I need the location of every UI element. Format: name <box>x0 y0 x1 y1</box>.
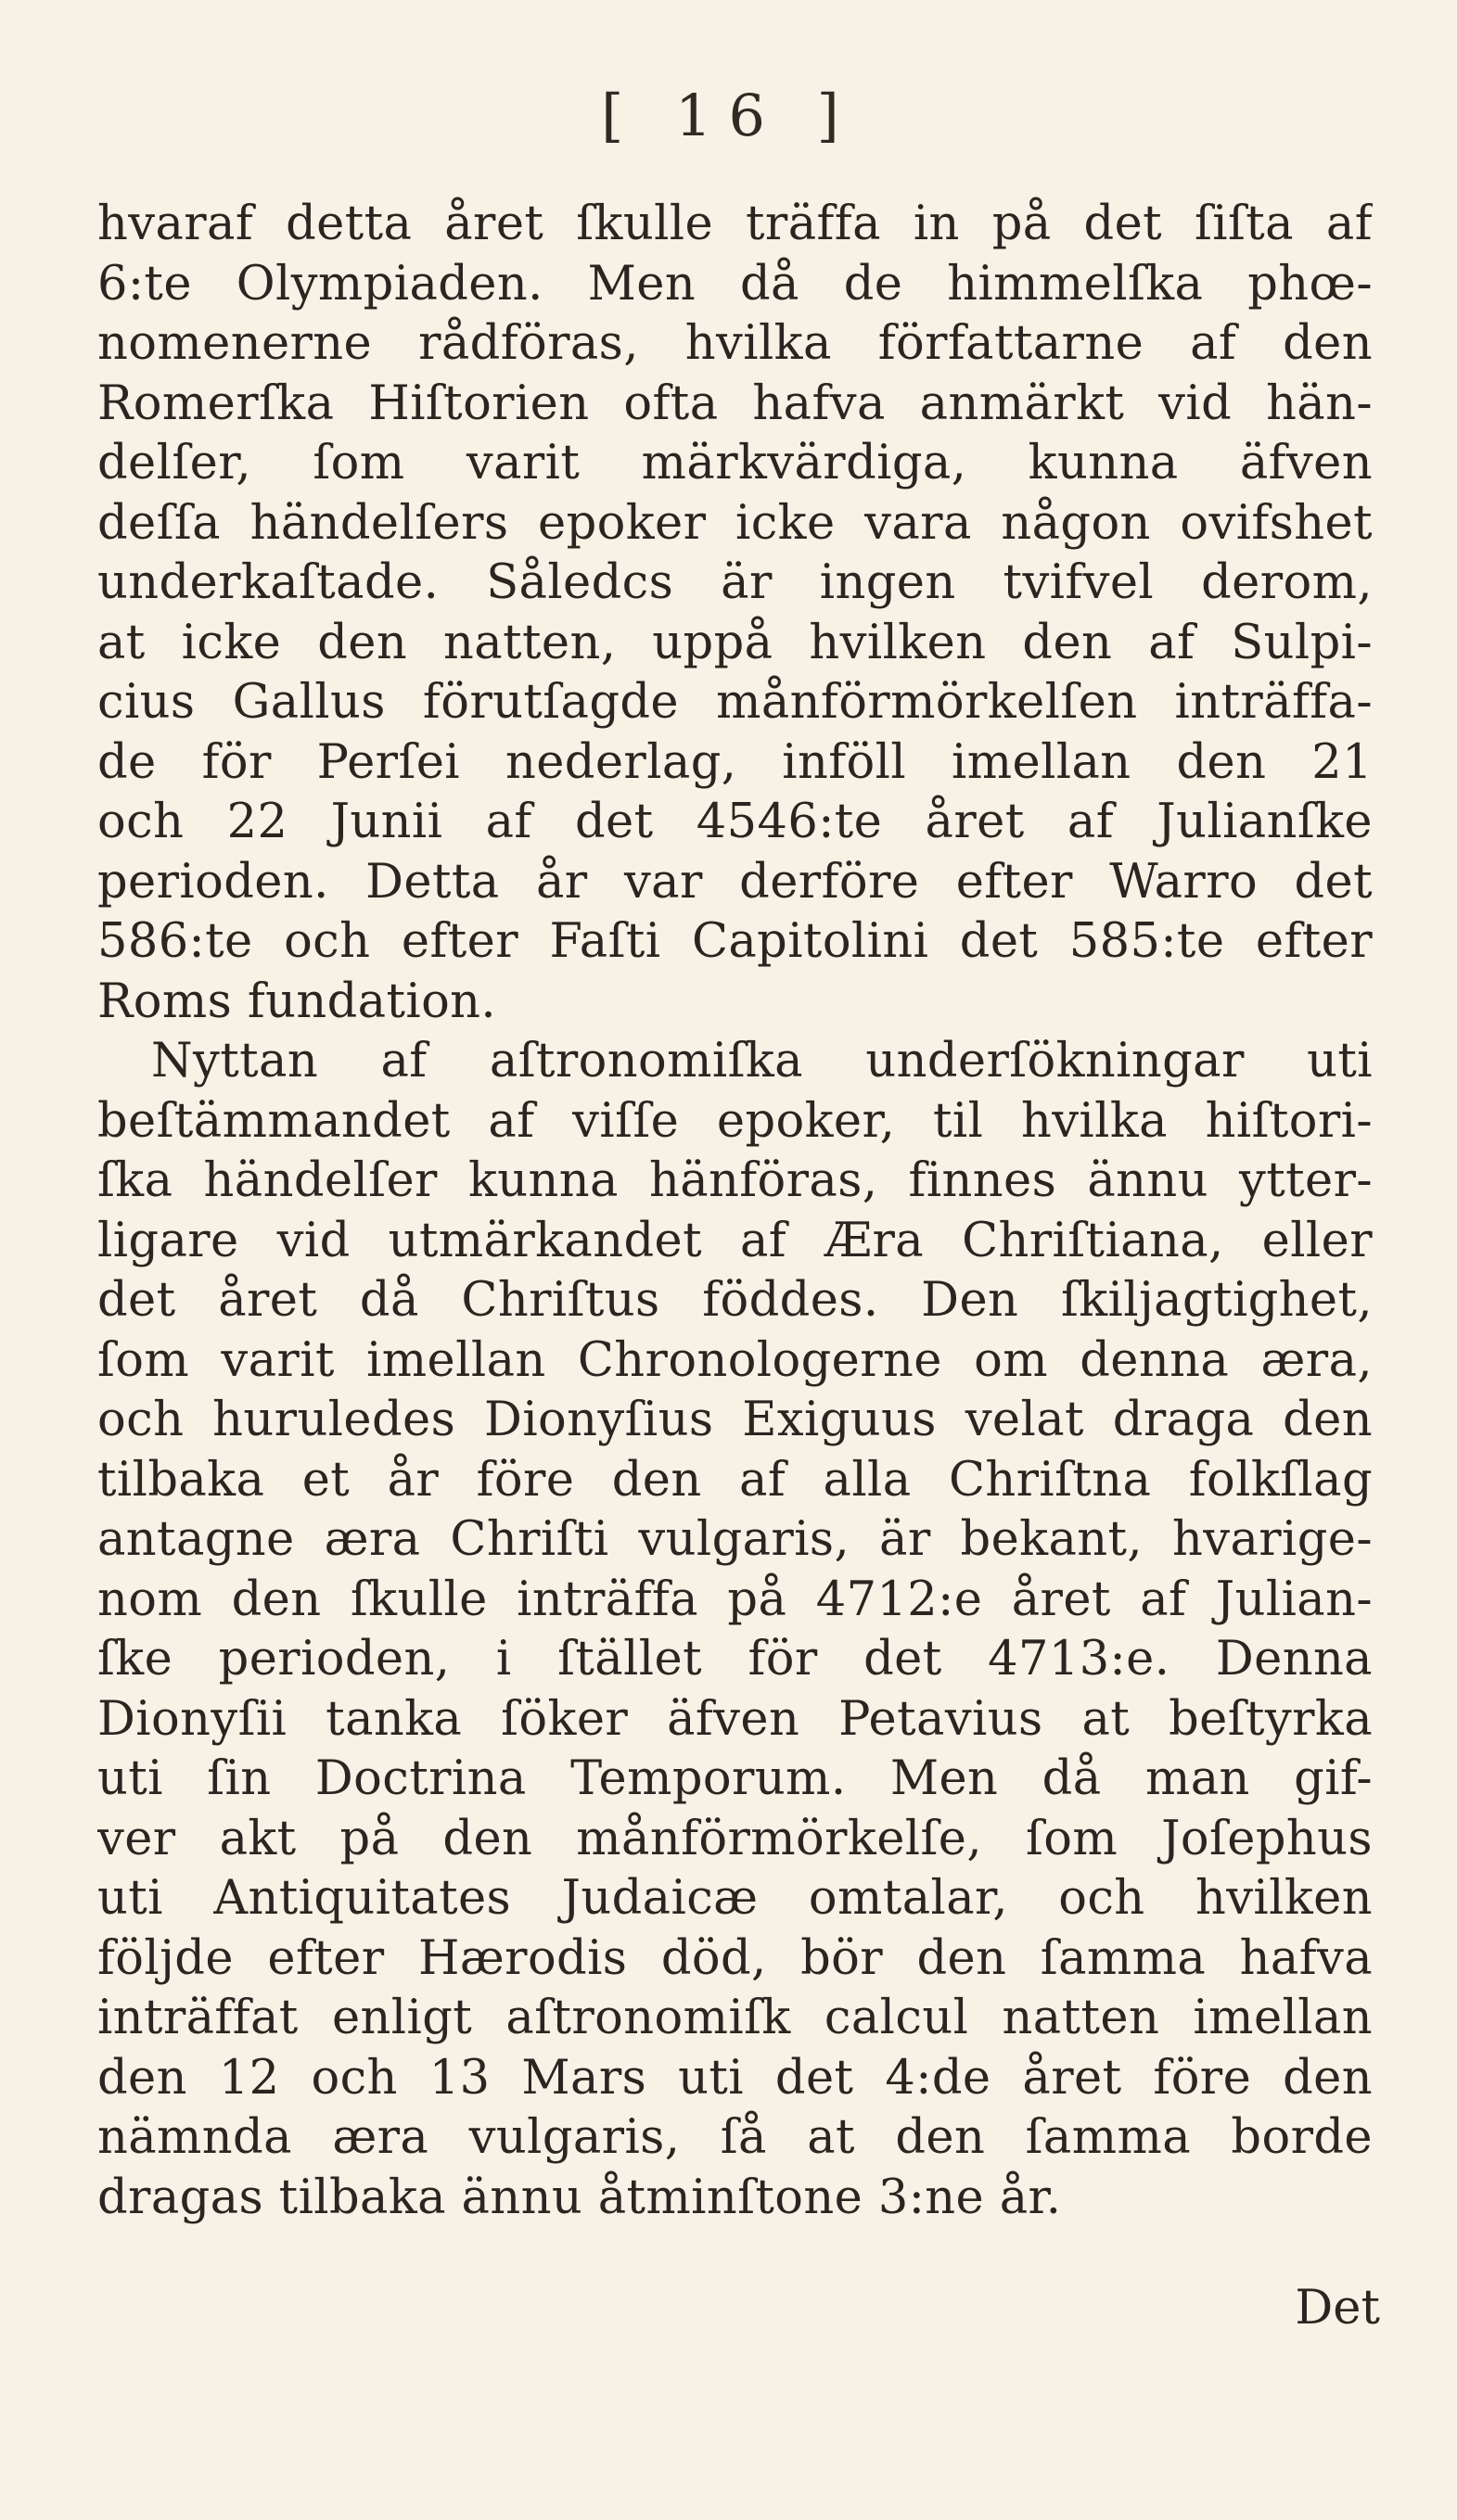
text-line: det året då Chriſtus föddes. Den ſkiljagtighet, <box>97 1273 1373 1328</box>
text-line: Dionyſii tanka ſöker äfven Petavius at beſtyrka <box>97 1691 1373 1747</box>
text-line: beſtämmandet af viſſe epoker, til hvilka hiſtori- <box>97 1093 1373 1149</box>
text-line: at icke den natten, uppå hvilken den af Sulpi- <box>97 615 1373 670</box>
text-line: nämnda æra vulgaris, ſå at den ſamma borde <box>97 2110 1373 2165</box>
text-line: de för Perſei nederlag, inföll imellan den 21 <box>97 734 1373 790</box>
text-line: ligare vid utmärkandet af Æra Chriſtiana, eller <box>97 1213 1373 1268</box>
text-line: 6:te Olympiaden. Men då de himmelſka phœ- <box>97 256 1373 312</box>
text-line: nom den ſkulle inträffa på 4712:e året af Julian- <box>97 1572 1373 1627</box>
text-line: cius Gallus förutſagde månförmörkelſen inträffa- <box>97 675 1373 730</box>
text-line: uti ſin Doctrina Temporum. Men då man gif- <box>97 1751 1373 1806</box>
text-line: nomenerne rådföras, hvilka författarne af den <box>97 316 1373 371</box>
text-line: Romerſka Hiſtorien ofta hafva anmärkt vid hän- <box>97 375 1373 431</box>
text-line: uti Antiquitates Judaicæ omtalar, och hvilken <box>97 1871 1373 1926</box>
text-line: den 12 och 13 Mars uti det 4:de året före den <box>97 2050 1373 2106</box>
text-line: 586:te och efter Faſti Capitolini det 585:te efter <box>97 914 1373 969</box>
text-line: delſer, ſom varit märkvärdiga, kunna äfven <box>97 436 1373 490</box>
text-line: ver akt på den månförmörkelſe, ſom Joſephus <box>97 1811 1373 1866</box>
text-line: ſka händelſer kunna hänföras, finnes ännu ytter- <box>97 1153 1373 1208</box>
text-line: följde efter Hærodis död, bör den ſamma hafva <box>97 1930 1373 1986</box>
text-line: hvaraf detta året ſkulle träffa in på det ſiſta af <box>97 197 1373 251</box>
paragraph-start-line: Nyttan af aſtronomiſka underſökningar uti <box>151 1034 1373 1088</box>
text-line: ſke perioden, i ſtället för det 4713:e. Denna <box>97 1632 1373 1686</box>
text-line: underkaſtade. Såledcs är ingen tvifvel derom, <box>97 555 1373 610</box>
text-line: antagne æra Chriſti vulgaris, är bekant, hvarige- <box>97 1512 1373 1567</box>
text-line: och huruledes Dionyſius Exiguus velat draga den <box>97 1393 1373 1447</box>
text-line: deſſa händelſers epoker icke vara någon ovifshet <box>97 495 1373 551</box>
text-line: tilbaka et år före den af alla Chriſtna folkſlag <box>97 1452 1373 1508</box>
text-line: ſom varit imellan Chronologerne om denna æra, <box>97 1332 1373 1388</box>
body-text <box>97 195 1373 2228</box>
text-line: inträffat enligt aſtronomiſk calcul natten imellan <box>97 1991 1373 2045</box>
text-line: och 22 Junii af det 4546:te året af Julianſke <box>97 795 1373 849</box>
page-number: [ 16 ] <box>601 82 856 149</box>
paragraph-end-line: Roms fundation. <box>97 974 497 1029</box>
paragraph-end-line: dragas tilbaka ännu åtminſtone 3:ne år. <box>97 2170 1062 2225</box>
catchword: Det <box>1295 2281 1380 2335</box>
text-line: perioden. Detta år var derföre efter Warro det <box>97 854 1373 910</box>
